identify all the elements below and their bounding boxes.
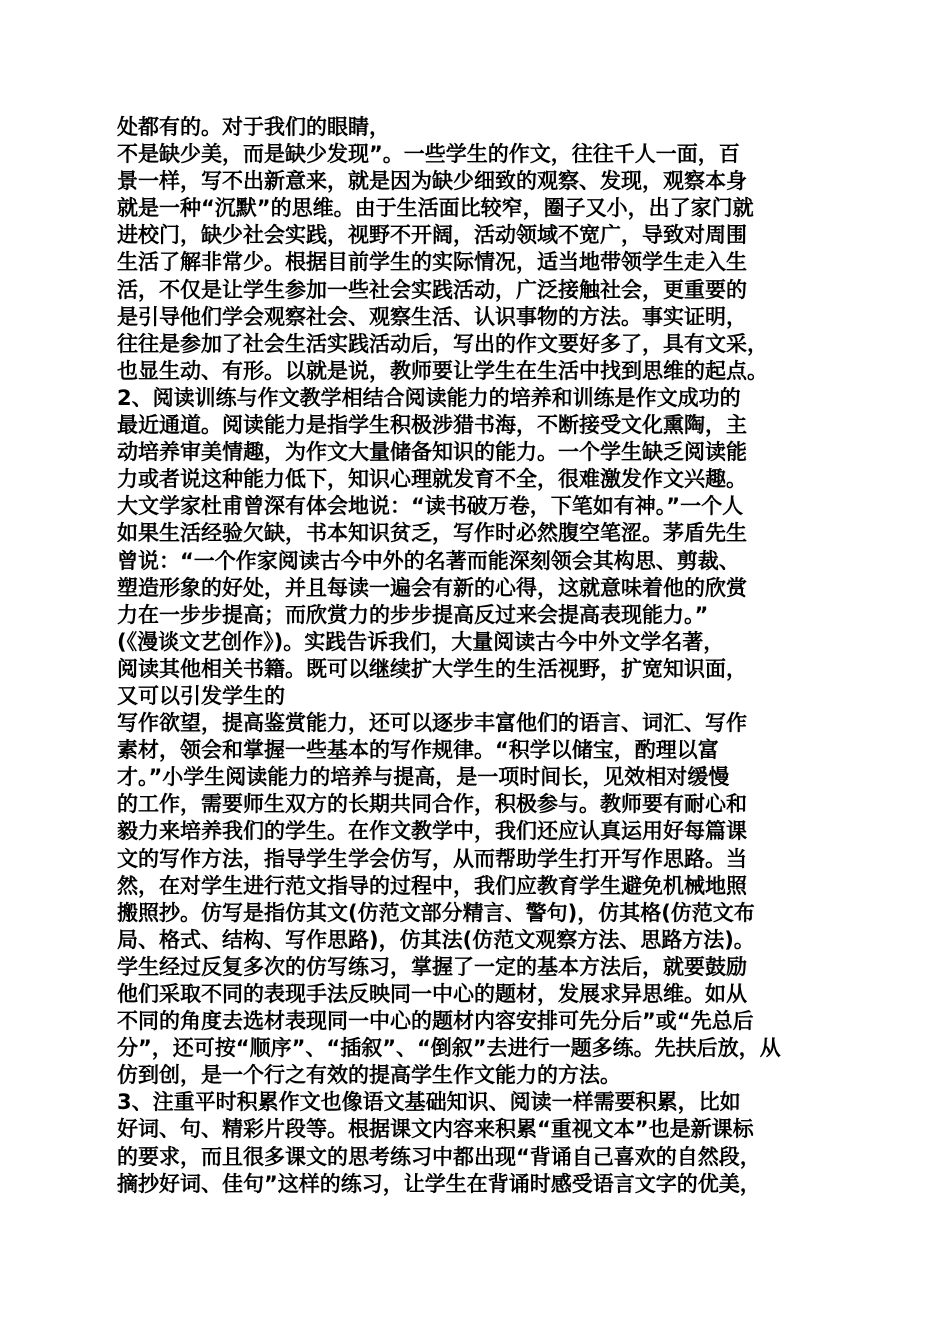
text-line: 的要求，而且很多课文的思考练习中都出现“背诵自己喜欢的自然段， <box>117 1144 761 1169</box>
text-line: 2、阅读训练与作文教学相结合阅读能力的培养和训练是作文成功的 <box>117 385 741 410</box>
text-line: 又可以引发学生的 <box>117 683 285 708</box>
text-line: 分”，还可按“顺序”、“插叙”、“倒叙”去进行一题多练。先扶后放，从 <box>117 1036 781 1061</box>
document-body <box>117 114 847 1198</box>
text-line: 处都有的。对于我们的眼睛， <box>117 115 390 139</box>
text-line: 力在一步步提高；而欣赏力的步步提高反过来会提高表现能力。” <box>117 602 709 627</box>
text-line: 才。”小学生阅读能力的培养与提高，是一项时间长，见效相对缓慢 <box>117 765 730 790</box>
text-line: 不同的角度去选材表现同一中心的题材内容安排可先分后”或“先总后 <box>117 1009 754 1034</box>
text-line: 活，不仅是让学生参加一些社会实践活动，广泛接触社会，更重要的 <box>117 277 747 302</box>
text-line: 曾说：“一个作家阅读古今中外的名著而能深刻领会其构思、剪裁、 <box>117 548 740 573</box>
text-line: 局、格式、结构、写作思路)，仿其法(仿范文观察方法、思路方法)。 <box>117 927 755 952</box>
text-line: 大文学家杜甫曾深有体会地说：“读书破万卷，下笔如有神。”一个人 <box>117 494 744 519</box>
text-line: 进校门，缺少社会实践，视野不开阔，活动领域不宽广，导致对周围 <box>117 223 747 248</box>
text-line: 然，在对学生进行范文指导的过程中，我们应教育学生避免机械地照 <box>117 873 747 898</box>
text-line: 摘抄好词、佳句”这样的练习，让学生在背诵时感受语言文字的优美， <box>117 1171 761 1196</box>
text-line: 搬照抄。仿写是指仿其文(仿范文部分精言、警句)，仿其格(仿范文布 <box>117 900 755 925</box>
text-line: 往往是参加了社会生活实践活动后，写出的作文要好多了，具有文采， <box>117 331 768 356</box>
text-line: 的工作，需要师生双方的长期共同合作，积极参与。教师要有耐心和 <box>117 792 747 817</box>
text-line: 他们采取不同的表现手法反映同一中心的题材，发展求异思维。如从 <box>117 982 747 1006</box>
text-line: 学生经过反复多次的仿写练习，掌握了一定的基本方法后，就要鼓励 <box>117 954 747 979</box>
text-line: 就是一种“沉默”的思维。由于生活面比较窄，圈子又小，出了家门就 <box>117 196 754 221</box>
text-line: 文的写作方法，指导学生学会仿写，从而帮助学生打开写作思路。当 <box>117 846 747 871</box>
text-line: (《漫谈文艺创作》)。实践告诉我们，大量阅读古今中外文学名著， <box>117 629 725 654</box>
text-line: 好词、句、精彩片段等。根据课文内容来积累“重视文本”也是新课标 <box>117 1117 754 1142</box>
text-line: 最近通道。阅读能力是指学生积极涉猎书海，不断接受文化熏陶，主 <box>117 413 747 438</box>
text-line: 3、注重平时积累作文也像语文基础知识、阅读一样需要积累，比如 <box>117 1090 741 1115</box>
text-line: 写作欲望，提高鉴赏能力，还可以逐步丰富他们的语言、词汇、写作 <box>117 711 747 736</box>
text-line: 动培养审美情趣，为作文大量储备知识的能力。一个学生缺乏阅读能 <box>117 440 747 465</box>
text-line: 是引导他们学会观察社会、观察生活、认识事物的方法。事实证明， <box>117 304 747 329</box>
text-line: 毅力来培养我们的学生。在作文教学中，我们还应认真运用好每篇课 <box>117 819 747 844</box>
text-line: 不是缺少美，而是缺少发现”。一些学生的作文，往往千人一面，百 <box>117 142 740 167</box>
text-line: 也显生动、有形。以就是说，教师要让学生在生活中找到思维的起点。 <box>117 358 768 383</box>
text-line: 生活了解非常少。根据目前学生的实际情况，适当地带领学生走入生 <box>117 250 747 275</box>
text-line: 阅读其他相关书籍。既可以继续扩大学生的生活视野，扩宽知识面， <box>117 656 747 681</box>
text-line: 如果生活经验欠缺，书本知识贫乏，写作时必然腹空笔涩。茅盾先生 <box>117 521 747 546</box>
text-line: 景一样，写不出新意来，就是因为缺少细致的观察、发现，观察本身 <box>117 169 747 194</box>
text-line: 力或者说这种能力低下，知识心理就发育不全，很难激发作文兴趣。 <box>117 467 747 492</box>
text-line: 素材，领会和掌握一些基本的写作规律。“积学以储宝，酌理以富 <box>117 738 719 763</box>
text-line: 塑造形象的好处，并且每读一遍会有新的心得，这就意味着他的欣赏 <box>117 575 747 600</box>
text-line: 仿到创，是一个行之有效的提高学生作文能力的方法。 <box>117 1063 621 1088</box>
